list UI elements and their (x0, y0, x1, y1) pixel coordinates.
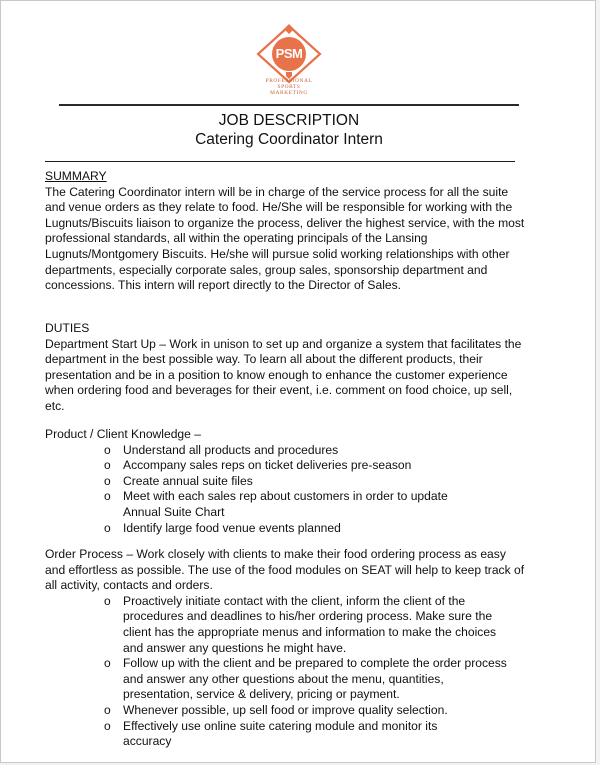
product-list (45, 443, 525, 537)
document-subtitle: Catering Coordinator Intern (195, 131, 383, 148)
bullet-icon: o (104, 442, 111, 457)
logo-tagline-line: SPORTS (277, 84, 301, 91)
list-item (45, 594, 525, 656)
list-item-text: Meet with each sales rep about customers in order to update Annual Suite Chart (123, 489, 448, 519)
list-item (45, 656, 525, 703)
product-heading: Product / Client Knowledge – (45, 427, 201, 441)
list-item-text: Whenever possible, up sell food or improve quality selection. (123, 702, 448, 717)
list-item (45, 458, 525, 474)
duties-section (45, 321, 525, 415)
list-item (45, 719, 525, 750)
list-item-text: Identify large food venue events planned (123, 520, 341, 535)
title-underline (45, 161, 515, 162)
duties-heading: DUTIES (45, 321, 90, 335)
summary-text: The Catering Coordinator intern will be in charge of the service process for all the suite and venue orders as they relate to food. He/She will be responsible for working with the Lugnuts/Biscuits liaison to organize the process, deliver the highest service, with the most professional standards, all within the operating principals of the Lansing Lugnuts/Montgomery Biscuits. He/she will pursue solid working relationships with other departments, especially corporate sales, group sales, sponsorship department and concessions. This intern will report directly to the Director of Sales. (45, 184, 525, 293)
list-item (45, 703, 525, 719)
list-item-text: Follow up with the client and be prepared to complete the order process and answer any other questions about the menu, quantities, presentation, service & delivery, pricing or payment. (123, 656, 507, 702)
list-item-text: Proactively initiate contact with the client, inform the client of the procedures and deadlines to his/her ordering process. Make sure the client has the appropriate menus and information to make the choices and answer any questions he might have. (123, 593, 497, 655)
document-title: JOB DESCRIPTION (218, 112, 360, 129)
summary-heading: SUMMARY (45, 169, 107, 183)
bullet-icon: o (104, 593, 111, 608)
logo-letters: PSM (275, 46, 303, 61)
list-item-text: Create annual suite files (123, 473, 253, 488)
list-item (45, 489, 525, 520)
bullet-icon: o (104, 656, 111, 671)
bullet-icon: o (104, 489, 111, 504)
bullet-icon: o (104, 520, 111, 535)
bullet-icon: o (104, 458, 111, 473)
logo-tagline (239, 78, 339, 97)
duties-text: Department Start Up – Work in unison to set up and organize a system that facilitates the department in the best possible way. To learn all about the different products, their presentation and be in a position to know enough to enhance the customer experience when ordering food and beverages for their event, i.e. comment on food choice, up sell, etc. (45, 336, 522, 413)
product-knowledge-section (45, 427, 525, 536)
order-process-section (45, 547, 525, 750)
logo-tagline-line: MARKETING (270, 90, 308, 97)
list-item-text: Understand all products and procedures (123, 442, 339, 457)
bullet-icon: o (104, 718, 111, 733)
list-item-text: Effectively use online suite catering module and monitor its accuracy (123, 718, 438, 749)
list-item (45, 521, 525, 537)
list-item (45, 443, 525, 459)
order-list (45, 594, 525, 750)
bullet-icon: o (104, 702, 111, 717)
bullet-icon: o (104, 473, 111, 488)
logo-tagline-line: PROFESSIONAL (265, 78, 313, 84)
top-divider (59, 104, 519, 106)
list-item-text: Accompany sales reps on ticket deliveries pre-season (123, 458, 412, 473)
summary-section (45, 169, 525, 294)
list-item (45, 474, 525, 490)
order-text: Order Process – Work closely with clients to make their food ordering process as easy and effortless as possible. The use of the food modules on SEAT will help to keep track of all activity, contacts and orders. (45, 547, 525, 593)
